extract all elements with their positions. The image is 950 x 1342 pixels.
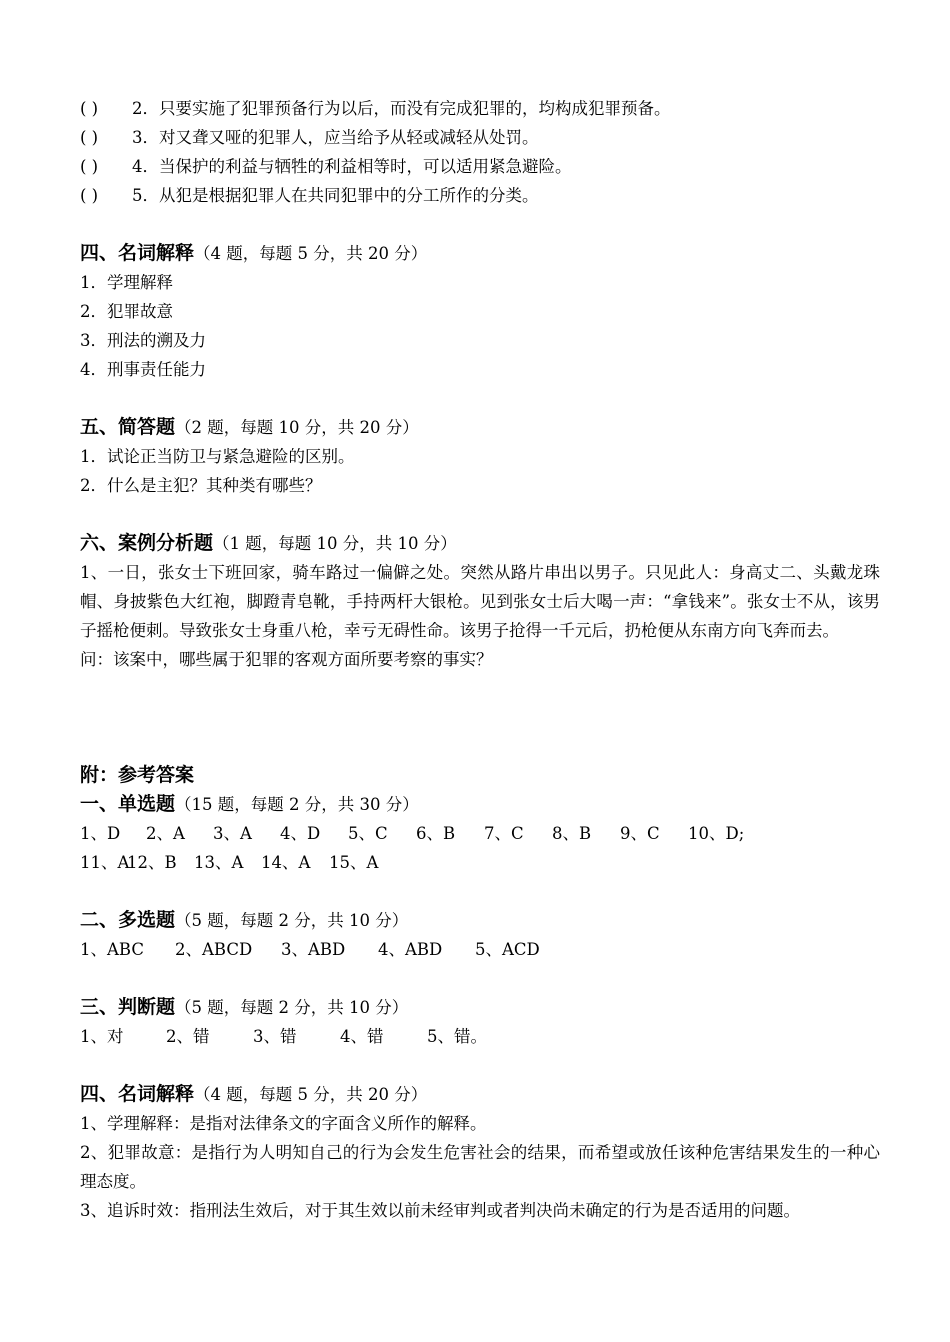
answer-paren: ( ) [80, 157, 99, 176]
term-item: 1．学理解释 [80, 273, 173, 292]
case-text: 1、一日，张女士下班回家，骑车路过一偏僻之处。突然从路片串出以男子。只见此人：身高丈二、头戴龙珠帽、身披紫色大红袍，脚蹬青皂靴，手持两杆大银枪。见到张女士后大喝一声：“拿钱来”。张女士不从，该男子摇枪便刺。导致张女士身重八枪，幸亏无碍性命。该男子抢得一千元后，扔枪便从东南方向飞奔而去。 [80, 563, 880, 640]
tf-item-5: ( ) 5．从犯是根据犯罪人在共同犯罪中的分工所作的分类。 [80, 181, 880, 210]
term-item: 2．犯罪故意 [80, 302, 173, 321]
tf-item-3: ( ) 3．对又聋又哑的犯罪人，应当给予从轻或减轻从处罚。 [80, 123, 880, 152]
answers-heading-terms: 四、名词解释（4 题，每题 5 分，共 20 分） [80, 1083, 428, 1105]
term-item: 4．刑事责任能力 [80, 360, 206, 379]
answers-single-row-2: 11、A12、B 13、A 14、A 15、A [80, 853, 379, 872]
term-item: 3．刑法的溯及力 [80, 331, 206, 350]
short-answer-item: 1．试论正当防卫与紧急避险的区别。 [80, 447, 355, 466]
answers-multi-row: 1、ABC 2、ABCD 3、ABD 4、ABD 5、ACD [80, 940, 540, 959]
short-answer-item: 2．什么是主犯？其种类有哪些？ [80, 476, 322, 495]
tf-item-4: ( ) 4．当保护的利益与牺牲的利益相等时，可以适用紧急避险。 [80, 152, 880, 181]
answer-paren: ( ) [80, 128, 99, 147]
answers-title: 附：参考答案 [80, 764, 195, 786]
answers-heading-single: 一、单选题（15 题，每题 2 分，共 30 分） [80, 793, 419, 815]
answers-heading-tf: 三、判断题（5 题，每题 2 分，共 10 分） [80, 996, 409, 1018]
answers-term-item: 3、追诉时效：指刑法生效后，对于其生效以前未经审判或者判决尚未确定的行为是否适用的问题。 [80, 1201, 800, 1220]
tf-item-2: ( ) 2．只要实施了犯罪预备行为以后，而没有完成犯罪的，均构成犯罪预备。 [80, 94, 880, 123]
section-heading-terms: 四、名词解释（4 题，每题 5 分，共 20 分） [80, 242, 428, 264]
answers-term-item: 2、犯罪故意：是指行为人明知自己的行为会发生危害社会的结果，而希望或放任该种危害结果发生的一种心理态度。 [80, 1143, 880, 1191]
document-page [80, 94, 880, 1225]
answers-heading-multi: 二、多选题（5 题，每题 2 分，共 10 分） [80, 909, 409, 931]
answer-paren: ( ) [80, 99, 99, 118]
case-question: 问：该案中，哪些属于犯罪的客观方面所要考察的事实？ [80, 650, 493, 669]
answers-tf-row: 1、对 2、错 3、错 4、错 5、错。 [80, 1027, 487, 1046]
section-heading-case: 六、案例分析题（1 题，每题 10 分，共 10 分） [80, 532, 457, 554]
answers-single-row-1: 1、D 2、A 3、A 4、D 5、C 6、B 7、C 8、B 9、C 10、D; [80, 824, 745, 843]
answer-paren: ( ) [80, 186, 99, 205]
section-heading-short-answer: 五、简答题（2 题，每题 10 分，共 20 分） [80, 416, 419, 438]
answers-term-item: 1、学理解释：是指对法律条文的字面含义所作的解释。 [80, 1114, 487, 1133]
